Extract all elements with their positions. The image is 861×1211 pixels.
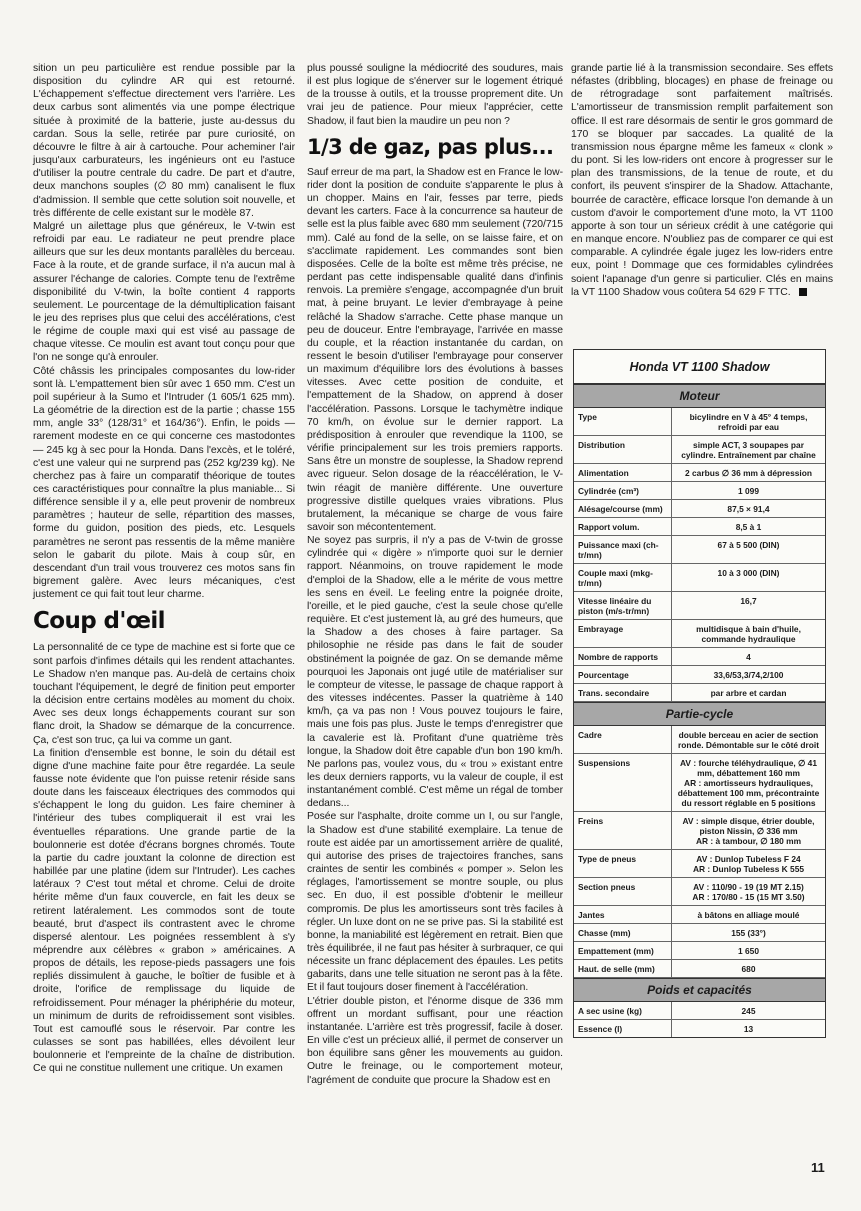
spec-section-header: Partie-cycle (574, 702, 825, 726)
spec-value: 1 650 (738, 946, 759, 956)
page-number: 11 (811, 1160, 825, 1175)
spec-value: 8,5 à 1 (735, 522, 762, 532)
spec-table (573, 349, 826, 1038)
article-paragraph: plus poussé souligne la médiocrité des soudures, mais il est plus logique de s'énerver sur le logement étriqué de la trousse à outils, et la trousse proprement dite. Un vrai jeu de patience. Pour mieux l'apprécier, cette Shadow, il faut bien la maudire un peu non ? (307, 63, 563, 127)
spec-value: AV : Dunlop Tubeless F 24 AR : Dunlop Tubeless K 555 (692, 854, 805, 874)
spec-label: A sec usine (kg) (574, 1002, 672, 1019)
column-right (571, 62, 833, 299)
article-paragraph: Malgré un ailettage plus que généreux, le V-twin est refroidi par eau. Le radiateur ne peut prendre place ailleurs que sur les deux montants parallèles du berceau. Face à la route, et de grande surface, il n'a aucun mal à assurer l'échange de calories. Compte tenu de l'extrême disponibilité du V-twin, la boîte contient 4 rapports seulement. Le pourcentage de la démultiplication faisant le jeu des reprises plus que celui des accélérations, c'est le régime de couple maxi qui est visé au passage de chaque vitesse. Ce moulin est avant tout conçu pour que l'on ne songe qu'à enrouler. (33, 220, 295, 364)
spec-value: AV : 110/90 - 19 (19 MT 2.15) AR : 170/80 - 15 (15 MT 3.50) (692, 882, 805, 902)
spec-label: Freins (574, 812, 672, 849)
spec-value: 4 (746, 652, 751, 662)
article-text: grande partie lié à la transmission secondaire. Ses effets néfastes (dribbling, blocages) en phase de freinage ou de rétrogradage sont parfaitement maîtrisés. L'amortisseur de transmission remplit parfaitement son office. Il est rare désormais de sentir le gros gommard de 170 se bloquer par saccades. La qualité de la transmission nous épargne même les fameux « clonk » du pont. Si les low-riders ont encore à progresser sur le plan des transmissions, de la tenue de route, et du confort, ils peuvent s'inspirer de la Shadow. Attachante, bourrée de caractère, efficace lorsque l'on demande à un custom d'avoir le comportement d'une moto, la VT 1100 apporte à son tour un sérieux crédit à une catégorie qui en manque encore. N'oubliez pas de comparer ce qui est comparable. A cylindrée égale jugez les low-riders entre eux, point ! Dommage que ces formidables cylindrées soient l'apanage d'un genre si particulier. Clés en mains la VT 1100 Shadow vous coûtera 54 629 F TTC. (571, 63, 833, 298)
spec-value: 155 (33°) (731, 928, 766, 938)
article-paragraph: L'étrier double piston, et l'énorme disque de 336 mm offrent un mordant suffisant, pour une réaction instantanée. L'arrière est très progressif, facile à doser. En ville c'est un précieux allié, il permet de conserver un bon équilibre sans gêner les mouvements au guidon. Outre le freinage, ou le comportement moteur, l'agrément de conduite que procure la Shadow est en (307, 995, 563, 1086)
spec-row (574, 684, 825, 702)
spec-value: 680 (741, 964, 756, 974)
spec-row (574, 536, 825, 564)
spec-row (574, 754, 825, 812)
spec-row (574, 666, 825, 684)
spec-label: Cadre (574, 726, 672, 753)
spec-value: AV : simple disque, étrier double, piston Nissin, ∅ 336 mm AR : à tambour, ∅ 180 mm (682, 816, 815, 846)
spec-label: Haut. de selle (mm) (574, 960, 672, 977)
column-middle (307, 62, 563, 1087)
spec-section-header: Moteur (574, 384, 825, 408)
section-heading-coup-doeil: Coup d'œil (33, 608, 165, 635)
spec-label: Distribution (574, 436, 672, 463)
spec-label: Essence (l) (574, 1020, 672, 1037)
spec-row (574, 464, 825, 482)
spec-value: à bâtons en alliage moulé (697, 910, 800, 920)
spec-row (574, 878, 825, 906)
spec-value: 2 carbus ∅ 36 mm à dépression (685, 468, 812, 478)
spec-row (574, 436, 825, 464)
spec-label: Puissance maxi (ch-tr/mn) (574, 536, 672, 563)
spec-label: Empattement (mm) (574, 942, 672, 959)
spec-section-header: Poids et capacités (574, 978, 825, 1002)
spec-value: 67 à 5 500 (DIN) (717, 540, 780, 550)
spec-row (574, 620, 825, 648)
spec-value: 13 (743, 1024, 754, 1034)
spec-row (574, 960, 825, 978)
spec-label: Suspensions (574, 754, 672, 811)
spec-row (574, 592, 825, 620)
spec-label: Cylindrée (cm³) (574, 482, 672, 499)
spec-label: Couple maxi (mkg-tr/mn) (574, 564, 672, 591)
spec-row (574, 812, 825, 850)
spec-row (574, 518, 825, 536)
spec-label: Alimentation (574, 464, 672, 481)
article-paragraph: Ne soyez pas surpris, il n'y a pas de V-twin de grosse cylindrée qui « digère » n'importe quoi sur le dernier rapport. Néanmoins, on trouve rapidement le mode d'emploi de la Shadow, elle a le mérite de vous mettre les sens en éveil. Le feeling entre la poignée droite, l'oreille, et le pied gauche, c'est la seule chose qu'elle requière. Et c'est justement là, au gré des humeurs, que la Shadow a des choses à faire partager. Sa philosophie ne réside pas dans le fait de souder obstinément la poignée de gaz. On se demande même pourquoi les Japonais ont jugé utile de matérialiser sur le compteur de vitesse, le passage de chaque rapport à des vitesses indécentes. Passer la quatrième à 140 km/h, ça va pas non ! Vous pouvez toujours le faire, mais une fois pas plus. Juste le temps d'enregistrer que la cavalerie est là. Profitant d'une quatrième très longue, la Shadow doit être capable d'un bon 190 km/h. Ne parlons pas, voulez vous, du « trou » existant entre les deux derniers rapports, vu la valeur de couple, il est instantanément comblé. C'est même un régal de tomber dedans... (307, 535, 563, 810)
spec-row (574, 1002, 825, 1020)
spec-row (574, 564, 825, 592)
spec-value: 1 099 (738, 486, 759, 496)
article-paragraph-final (571, 62, 833, 299)
spec-value: AV : fourche téléhydraulique, ∅ 41 mm, débattement 160 mm AR : amortisseurs hydrauliques, débattement 100 mm, précontrainte du ressort réglable en 5 positions (677, 758, 820, 808)
article-paragraph: La finition d'ensemble est bonne, le soin du détail est digne d'une machine faite pour être regardée. La seule fausse note évidente que l'on puisse retenir réside sans doute dans les faisceaux électriques des commodos qui s'échappent le long du guidon. Les faire cheminer à l'intérieur des tubes compliquerait il est vrai les éventuelles réparations. Une grande partie de la boulonnerie est dotée d'écrans borgnes chromés. Toute la partie du cadre jouxtant la colonne de direction est habillée par une platine (idem sur l'Intruder). Les caches latéraux ? C'est tout métal et chrome. Celui de droite hérite même d'un faux couvercle, en fait les deux se retirent latéralement. Les commodos sont de toute beauté, brut d'aspect ils contrastent avec le chrome dispersé alentour. Les poignées ressemblent à s'y méprendre aux célèbres « grabon » américaines. A propos de détails, les repose-pieds passagers une fois repliés dissimulent à gauche, le boîtier de fusible et à droite, l'orifice de remplissage du liquide de refroidissement. Pour ménager la phériphérie du moteur, un minimum de durits de refroidissement sont visibles. Tout est camouflé sous le réservoir. Par contre les culasses se sont pas habillées, elles dévoilent leur boulonnerie et l'empreinte de la chaîne de distribution. Ce qui ne constitue nullement une critique. Un examen (33, 747, 295, 1075)
spec-value: 33,6/53,3/74,2/100 (713, 670, 784, 680)
article-paragraph: Sauf erreur de ma part, la Shadow est en France le low-rider dont la position de conduite s'apparente le plus à un chopper. Mains en l'air, fesses par terre, pieds devant les carters. Face à la concurrence sa hauteur de selle est la plus faible avec 680 mm seulement (720/715 mm). Calé au fond de la selle, on se laisse faire, et on s'acclimate rapidement. Les commandes sont bien disposées. Celle de la boîte est même très précise, ne perdant pas cette indispensable qualité dans d'infinis renvois. La première s'engage, accompagnée d'un bruit mat, à peine bruyant. Le levier d'embrayage à peine relâché la Shadow s'arrache. Cette phase manque un peu de douceur. Entre l'embrayage, l'arrivée en masse du couple, et la réaction instantanée du cardan, on ressent le besoin d'utiliser l'embrayage pour conserver un maximum d'équilibre lors des évolutions à basses vitesses. Avec cette position de conduite, et l'empattement de la Shadow, on apprend à doser l'accélération. Passons. Lorsque le tachymètre indique 70 km/h, on évolue sur le dernier rapport. La prédisposition à enrouler que revendique la 1100, se vérifie principalement sur les trois premiers rapports. Sans être un monstre de souplesse, la Shadow reprend avec rigueur. Selon dosage de la réaccélération, le V-twin réagit de manière différente. Une ouverture progressive distille quelques vraies vibrations. Plus brutalement, la mécanique se charge de vous faire savoir son mécontentement. (307, 166, 564, 533)
spec-row (574, 408, 825, 436)
spec-value: double berceau en acier de section ronde. Démontable sur le côté droit (677, 730, 819, 750)
spec-value: 10 à 3 000 (DIN) (717, 568, 780, 578)
spec-value: 87,5 × 91,4 (727, 504, 770, 514)
spec-value: 16,7 (740, 596, 757, 606)
spec-row (574, 850, 825, 878)
spec-label: Chasse (mm) (574, 924, 672, 941)
spec-label: Rapport volum. (574, 518, 672, 535)
spec-label: Embrayage (574, 620, 672, 647)
spec-value: multidisque à bain d'huile, commande hydraulique (696, 624, 801, 644)
spec-row (574, 726, 825, 754)
spec-value: par arbre et cardan (710, 688, 787, 698)
spec-table-title: Honda VT 1100 Shadow (574, 350, 825, 384)
spec-row (574, 942, 825, 960)
end-mark-icon (799, 288, 807, 296)
spec-row (574, 924, 825, 942)
spec-row (574, 500, 825, 518)
spec-value: bicylindre en V à 45° 4 temps, refroidi par eau (689, 412, 808, 432)
spec-value: simple ACT, 3 soupapes par cylindre. Entraînement par chaîne (681, 440, 816, 460)
spec-label: Jantes (574, 906, 672, 923)
article-paragraph: La personnalité de ce type de machine est si forte que ce sont parfois d'infimes détails qui les rendent attachantes. Le Shadow n'en manque pas. Au-delà de certains choix touchant l'équipement, le degré de finition peut emporter la décision entre certains modèles au moment du choix. Avec ses deux longs échappements courant sur son flanc droit, la Shadow se démarque de la concurrence. Ça, c'est son truc, ça lui va comme un gant. (33, 642, 295, 746)
spec-value: 245 (741, 1006, 756, 1016)
spec-label: Section pneus (574, 878, 672, 905)
spec-row (574, 648, 825, 666)
spec-label: Nombre de rapports (574, 648, 672, 665)
spec-row (574, 906, 825, 924)
spec-label: Pourcentage (574, 666, 672, 683)
spec-label: Alésage/course (mm) (574, 500, 672, 517)
spec-label: Type (574, 408, 672, 435)
column-left (33, 62, 295, 1076)
article-paragraph: Posée sur l'asphalte, droite comme un I, ou sur l'angle, la Shadow est d'une stabilité exemplaire. La tenue de route est aidée par un amortissement arrière de qualité, qui autorise des prises de trajectoires franches, sans craintes de sentir les combinés « pomper ». Selon les réglages, l'amortissement se montre souple, ou plus sec. En duo, il est possible d'obtenir le meilleur compromis. De plus les amortisseurs sont très faciles à régler. Un luxe dont on ne se prive pas. Si la stabilité est bonne, la maniabilité est légèrement en retrait. Bien que très équilibrée, il ne faut pas hésiter à surbraquer, ce qui nécessite un franc déplacement des épaules. Les petits gabarits, dans une telle situation ne seront pas à la fête. Et il faut toujours doser finement à l'accélération. (307, 811, 563, 994)
spec-label: Type de pneus (574, 850, 672, 877)
spec-row (574, 1020, 825, 1037)
spec-label: Vitesse linéaire du piston (m/s-tr/mn) (574, 592, 672, 619)
article-paragraph: sition un peu particulière est rendue possible par la disposition du cylindre AR qui est retourné. L'échappement s'effectue directement vers l'arrière. Les deux carbus sont alimentés via une pompe électrique située à proximité de la batterie, juste au-dessus du cardan. Sous la selle, retirée par pure curiosité, on découvre le filtre à air à cartouche. Pour acheminer l'air jusqu'aux carburateurs, les ingénieurs ont eu l'astuce d'utiliser la poutre centrale du cadre. De part et d'autre, deux manchons souples (∅ 80 mm) canalisent le flux d'admission. Il semble que cette solution soit nouvelle, et très différente de celle existant sur le modèle 87. (33, 63, 295, 219)
spec-label: Trans. secondaire (574, 684, 672, 701)
section-heading-gaz: 1/3 de gaz, pas plus... (307, 134, 554, 159)
spec-row (574, 482, 825, 500)
article-paragraph: Côté châssis les principales composantes du low-rider sont là. L'empattement bien sûr avec 1 650 mm. C'est un poil supérieur à la Sumo et l'Intruder (1 605/1 625 mm). La géométrie de la direction est de la partie ; chasse 155 mm, angle 33° (128/31° et 164/36°). Enfin, le poids — rarement modeste en ce qui concerne ces mastodontes — 245 kg à sec pour la Honda. Dans l'excès, et le toléré, c'est une valeur qui ne surprend pas (252 kg/239 kg). Ne cherchez pas à faire un comparatif théorique de toutes ces caractéristiques pour connaître la plus maniable... Si différence sensible il y a, elle peut provenir de nombreux paramètres ; hauteur de selle, répartition des masses, forme du guidon, position des pieds, etc. Lesquels paramètres ne seront pas ressentis de la même manière selon le gabarit du pilote. Mais à coup sûr, en descendant d'un trail vous trouverez ces motos sans fin bigrement galère. Avec leurs mécaniques, c'est justement ce qui fait tout leur charme. (33, 365, 295, 601)
